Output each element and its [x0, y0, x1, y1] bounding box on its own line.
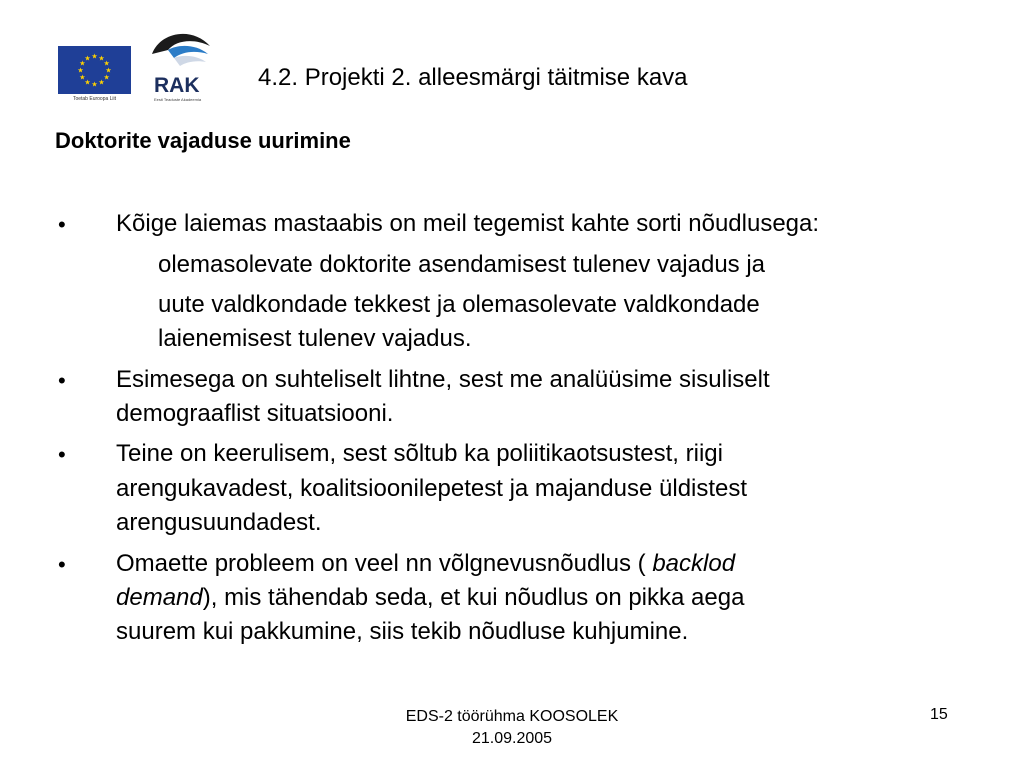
eu-star-icon: ★ — [77, 67, 84, 75]
sub-item-2-line-2: laienemisest tulenev vajadus. — [158, 325, 472, 352]
term-backlod: backlod — [652, 550, 736, 577]
bullet-2-line-1: Esimesega on suhteliselt lihtne, sest me analüüsime sisuliselt — [116, 366, 770, 393]
bullet-3: • — [58, 442, 66, 467]
rak-logo — [148, 28, 214, 106]
eu-logo — [58, 46, 131, 104]
eu-star-icon: ★ — [98, 79, 105, 87]
sub-item-1: olemasolevate doktorite asendamisest tulenev vajadus ja — [158, 251, 766, 278]
eu-star-icon: ★ — [91, 53, 98, 61]
bullet-3-line-1: Teine on keerulisem, sest sõltub ka poliitikaotsustest, riigi — [116, 440, 723, 467]
eu-caption: Toetab Euroopa Liit — [72, 96, 117, 102]
bullet-2-line-2: demograaflist situatsiooni. — [116, 400, 394, 427]
bullet-4-text-cont: ), mis tähendab seda, et kui nõudlus on pikka aega — [202, 584, 745, 611]
bullet-2: • — [58, 368, 66, 393]
eu-star-icon: ★ — [91, 81, 98, 89]
eu-flag-icon — [58, 46, 131, 94]
eu-star-icon: ★ — [84, 55, 91, 63]
bullet-1-line-1: Kõige laiemas mastaabis on meil tegemist kahte sorti nõudlusega: — [116, 210, 820, 237]
bullet-4-text: Omaette probleem on veel nn võlgnevusnõudlus ( — [116, 550, 653, 577]
section-heading: Doktorite vajaduse uurimine — [55, 128, 351, 153]
bullet-4-line-1 — [116, 550, 735, 578]
bullet-3-line-2: arengukavadest, koalitsioonilepetest ja majanduse üldistest — [116, 475, 748, 502]
eu-star-icon: ★ — [103, 74, 110, 82]
rak-logo-icon — [148, 28, 214, 76]
eu-star-icon: ★ — [84, 79, 91, 87]
footer-date: 21.09.2005 — [471, 730, 553, 747]
eu-star-icon: ★ — [98, 55, 105, 63]
eu-stars — [58, 46, 131, 94]
footer — [312, 706, 712, 750]
rak-subtext: Eesti Teaduste Akadeemia — [154, 97, 202, 102]
eu-star-icon: ★ — [79, 60, 86, 68]
page-number: 15 — [930, 706, 948, 723]
bullet-4-line-2 — [116, 584, 744, 612]
eu-star-icon: ★ — [79, 74, 86, 82]
bullet-3-line-3: arengusuundadest. — [116, 509, 322, 536]
bullet-4-line-3: suurem kui pakkumine, siis tekib nõudluse kuhjumine. — [116, 618, 689, 645]
bullet-1: • — [58, 212, 66, 237]
footer-meeting: EDS-2 töörühma KOOSOLEK — [405, 708, 619, 725]
eu-star-icon: ★ — [103, 60, 110, 68]
bullet-4: • — [58, 552, 66, 577]
term-demand: demand — [116, 584, 203, 611]
eu-star-icon: ★ — [105, 67, 112, 75]
rak-wordmark: RAK — [154, 74, 200, 97]
sub-item-2-line-1: uute valdkondade tekkest ja olemasolevate valdkondade — [158, 291, 760, 318]
slide-title: 4.2. Projekti 2. alleesmärgi täitmise kava — [258, 64, 688, 91]
